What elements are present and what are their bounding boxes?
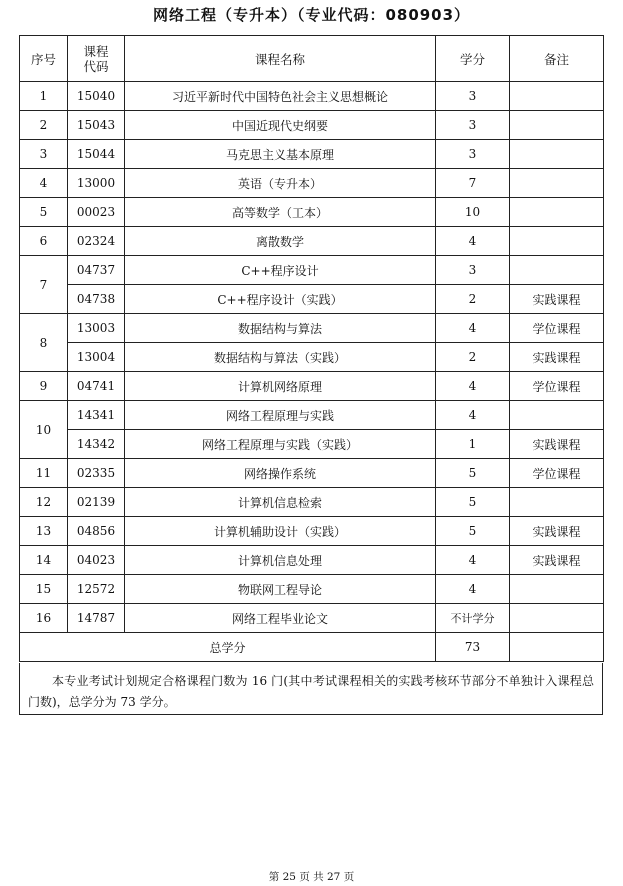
cell-credit: 3	[436, 140, 510, 169]
total-remark	[510, 633, 604, 662]
cell-name: 计算机辅助设计（实践）	[125, 517, 436, 546]
cell-seq: 9	[20, 372, 68, 401]
header-code	[68, 36, 125, 82]
cell-seq: 15	[20, 575, 68, 604]
cell-seq: 14	[20, 546, 68, 575]
cell-credit: 1	[436, 430, 510, 459]
table-row	[20, 430, 604, 459]
cell-credit: 2	[436, 285, 510, 314]
cell-seq: 13	[20, 517, 68, 546]
cell-credit: 4	[436, 575, 510, 604]
header-credit: 学分	[436, 36, 510, 82]
cell-code: 13003	[68, 314, 125, 343]
cell-seq: 10	[20, 401, 68, 459]
header-remark: 备注	[510, 36, 604, 82]
cell-name: 计算机信息检索	[125, 488, 436, 517]
table-row	[20, 140, 604, 169]
cell-code: 04737	[68, 256, 125, 285]
header-seq: 序号	[20, 36, 68, 82]
cell-remark	[510, 227, 604, 256]
table-row	[20, 111, 604, 140]
table-row	[20, 517, 604, 546]
cell-code: 14342	[68, 430, 125, 459]
cell-name: 英语（专升本）	[125, 169, 436, 198]
total-value: 73	[436, 633, 510, 662]
cell-seq: 16	[20, 604, 68, 633]
table-row	[20, 343, 604, 372]
cell-name: 高等数学（工本）	[125, 198, 436, 227]
cell-seq: 3	[20, 140, 68, 169]
table-row	[20, 401, 604, 430]
cell-code: 15044	[68, 140, 125, 169]
cell-remark	[510, 488, 604, 517]
table-row	[20, 314, 604, 343]
cell-seq: 2	[20, 111, 68, 140]
cell-credit: 7	[436, 169, 510, 198]
cell-seq: 6	[20, 227, 68, 256]
page-title: 网络工程（专升本）（专业代码：080903）	[152, 6, 471, 24]
cell-credit: 5	[436, 488, 510, 517]
cell-remark	[510, 111, 604, 140]
total-label: 总学分	[20, 633, 436, 662]
cell-credit: 3	[436, 82, 510, 111]
table-header-row	[20, 36, 604, 82]
cell-remark: 学位课程	[510, 314, 604, 343]
cell-name: 离散数学	[125, 227, 436, 256]
cell-credit: 5	[436, 459, 510, 488]
cell-credit: 4	[436, 401, 510, 430]
cell-credit: 4	[436, 372, 510, 401]
cell-code: 13000	[68, 169, 125, 198]
cell-name: 物联网工程导论	[125, 575, 436, 604]
cell-code: 15043	[68, 111, 125, 140]
cell-seq: 1	[20, 82, 68, 111]
plan-note: 本专业考试计划规定合格课程门数为 16 门(其中考试课程相关的实践考核环节部分不单独计入课程总门数)，总学分为 73 学分。	[19, 663, 603, 715]
cell-name: 网络工程原理与实践	[125, 401, 436, 430]
cell-remark: 实践课程	[510, 546, 604, 575]
table-row	[20, 488, 604, 517]
table-row	[20, 198, 604, 227]
cell-remark: 实践课程	[510, 285, 604, 314]
cell-code: 14787	[68, 604, 125, 633]
cell-remark	[510, 401, 604, 430]
cell-credit: 10	[436, 198, 510, 227]
cell-code: 02335	[68, 459, 125, 488]
cell-credit: 3	[436, 256, 510, 285]
cell-code: 04741	[68, 372, 125, 401]
cell-remark: 学位课程	[510, 459, 604, 488]
header-code-top: 课程	[83, 43, 109, 59]
table-row	[20, 575, 604, 604]
cell-seq: 8	[20, 314, 68, 372]
cell-name: 数据结构与算法	[125, 314, 436, 343]
cell-code: 13004	[68, 343, 125, 372]
cell-seq: 5	[20, 198, 68, 227]
cell-code: 04023	[68, 546, 125, 575]
cell-name: 网络工程原理与实践（实践）	[125, 430, 436, 459]
cell-seq: 4	[20, 169, 68, 198]
cell-remark: 实践课程	[510, 343, 604, 372]
cell-remark	[510, 82, 604, 111]
cell-remark	[510, 575, 604, 604]
cell-name: 中国近现代史纲要	[125, 111, 436, 140]
table-row	[20, 82, 604, 111]
cell-name: 计算机网络原理	[125, 372, 436, 401]
cell-remark	[510, 169, 604, 198]
table-row	[20, 372, 604, 401]
total-row	[20, 633, 604, 662]
cell-code: 00023	[68, 198, 125, 227]
cell-remark: 学位课程	[510, 372, 604, 401]
cell-code: 02139	[68, 488, 125, 517]
cell-name: 计算机信息处理	[125, 546, 436, 575]
cell-name: 网络操作系统	[125, 459, 436, 488]
table-row	[20, 256, 604, 285]
cell-code: 12572	[68, 575, 125, 604]
table-row	[20, 546, 604, 575]
page-footer: 第 25 页 共 27 页	[268, 871, 355, 883]
cell-name: 数据结构与算法（实践）	[125, 343, 436, 372]
cell-code: 14341	[68, 401, 125, 430]
cell-credit: 4	[436, 227, 510, 256]
cell-remark	[510, 140, 604, 169]
cell-name: 网络工程毕业论文	[125, 604, 436, 633]
table-row	[20, 227, 604, 256]
table-row	[20, 604, 604, 633]
cell-seq: 12	[20, 488, 68, 517]
cell-remark: 实践课程	[510, 517, 604, 546]
cell-credit: 不计学分	[436, 604, 510, 633]
cell-remark: 实践课程	[510, 430, 604, 459]
cell-credit: 2	[436, 343, 510, 372]
cell-remark	[510, 198, 604, 227]
header-name: 课程名称	[125, 36, 436, 82]
cell-credit: 4	[436, 546, 510, 575]
table-row	[20, 285, 604, 314]
cell-name: 马克思主义基本原理	[125, 140, 436, 169]
cell-code: 02324	[68, 227, 125, 256]
cell-code: 04856	[68, 517, 125, 546]
table-row	[20, 459, 604, 488]
cell-name: 习近平新时代中国特色社会主义思想概论	[125, 82, 436, 111]
cell-seq: 11	[20, 459, 68, 488]
cell-code: 04738	[68, 285, 125, 314]
table-row	[20, 169, 604, 198]
cell-remark	[510, 604, 604, 633]
cell-credit: 4	[436, 314, 510, 343]
cell-name: C++程序设计（实践）	[125, 285, 436, 314]
header-code-bottom: 代码	[83, 58, 109, 74]
cell-credit: 3	[436, 111, 510, 140]
cell-remark	[510, 256, 604, 285]
cell-name: C++程序设计	[125, 256, 436, 285]
cell-code: 15040	[68, 82, 125, 111]
cell-credit: 5	[436, 517, 510, 546]
course-table	[19, 35, 604, 662]
cell-seq: 7	[20, 256, 68, 314]
